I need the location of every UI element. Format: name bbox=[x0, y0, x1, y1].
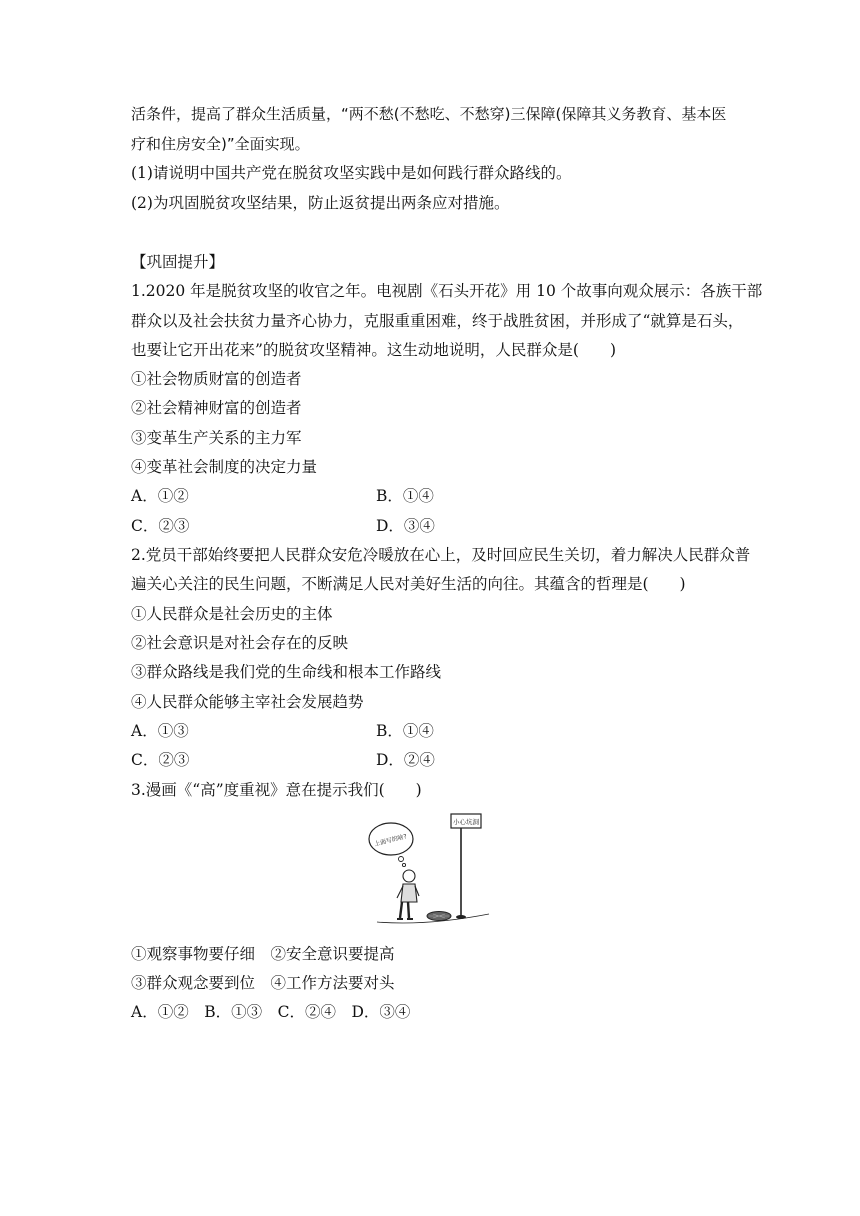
item2-statement-4: ④人民群众能够主宰社会发展趋势 bbox=[131, 693, 364, 711]
question-2: (2)为巩固脱贫攻坚结果，防止返贫提出两条应对措施。 bbox=[131, 194, 510, 212]
item3-stem: 3.漫画《“高”度重视》意在提示我们( ) bbox=[131, 781, 422, 799]
bubble-dot bbox=[399, 857, 404, 862]
item1-statement-1: ①社会物质财富的创造者 bbox=[131, 370, 302, 388]
item1-statement-3: ③变革生产关系的主力军 bbox=[131, 429, 302, 447]
item3-statements-line-2: ③群众观念要到位 ④工作方法要对头 bbox=[131, 974, 395, 992]
item1-choice-c: C．②③ bbox=[131, 517, 190, 535]
intro-line-2: 疗和住房安全)”全面实现。 bbox=[131, 135, 310, 153]
item2-choice-b: B．①④ bbox=[376, 722, 434, 740]
item3-statements-line-1: ①观察事物要仔细 ②安全意识要提高 bbox=[131, 945, 395, 963]
sign-text: 小心坑洞 bbox=[453, 818, 479, 826]
section-title: 【巩固提升】 bbox=[131, 253, 225, 271]
item1-statement-2: ②社会精神财富的创造者 bbox=[131, 399, 302, 417]
item3-choices: A．①② B．①③ C．②④ D．③④ bbox=[131, 1003, 411, 1021]
bubble-dot bbox=[402, 863, 405, 866]
item2-choice-d: D．②④ bbox=[376, 751, 435, 769]
item1-stem-line-1: 1.2020 年是脱贫攻坚的收官之年。电视剧《石头开花》用 10 个故事向观众展示：各族干部 bbox=[131, 282, 763, 300]
item2-statement-1: ①人民群众是社会历史的主体 bbox=[131, 605, 333, 623]
item2-stem-line-2: 遍关心关注的民生问题，不断满足人民对美好生活的向往。其蕴含的哲理是( ) bbox=[131, 575, 686, 593]
thought-bubble-text: 上面写的啥? bbox=[373, 833, 408, 848]
item1-choice-a: A．①② bbox=[131, 487, 189, 505]
person-figure bbox=[397, 870, 419, 919]
item2-statement-2: ②社会意识是对社会存在的反映 bbox=[131, 634, 349, 652]
item1-statement-4: ④变革社会制度的决定力量 bbox=[131, 458, 318, 476]
item1-choice-d: D．③④ bbox=[376, 517, 435, 535]
item1-stem-line-2: 群众以及社会扶贫力量齐心协力，克服重重困难，终于战胜贫困，并形成了“就算是石头， bbox=[131, 312, 744, 330]
intro-line-1: 活条件，提高了群众生活质量，“两不愁(不愁吃、不愁穿)三保障(保障其义务教育、基本医 bbox=[131, 105, 727, 123]
item1-stem-line-3: 也要让它开出花来”的脱贫攻坚精神。这生动地说明，人民群众是( ) bbox=[131, 341, 617, 359]
item2-choice-c: C．②③ bbox=[131, 751, 190, 769]
cartoon-illustration bbox=[367, 806, 493, 930]
question-1: (1)请说明中国共产党在脱贫攻坚实践中是如何践行群众路线的。 bbox=[131, 164, 572, 182]
item2-statement-3: ③群众路线是我们党的生命线和根本工作路线 bbox=[131, 663, 442, 681]
item2-choice-a: A．①③ bbox=[131, 722, 189, 740]
item1-choice-b: B．①④ bbox=[376, 487, 434, 505]
item2-stem-line-1: 2.党员干部始终要把人民群众安危冷暖放在心上，及时回应民生关切，着力解决人民群众普 bbox=[131, 546, 751, 564]
